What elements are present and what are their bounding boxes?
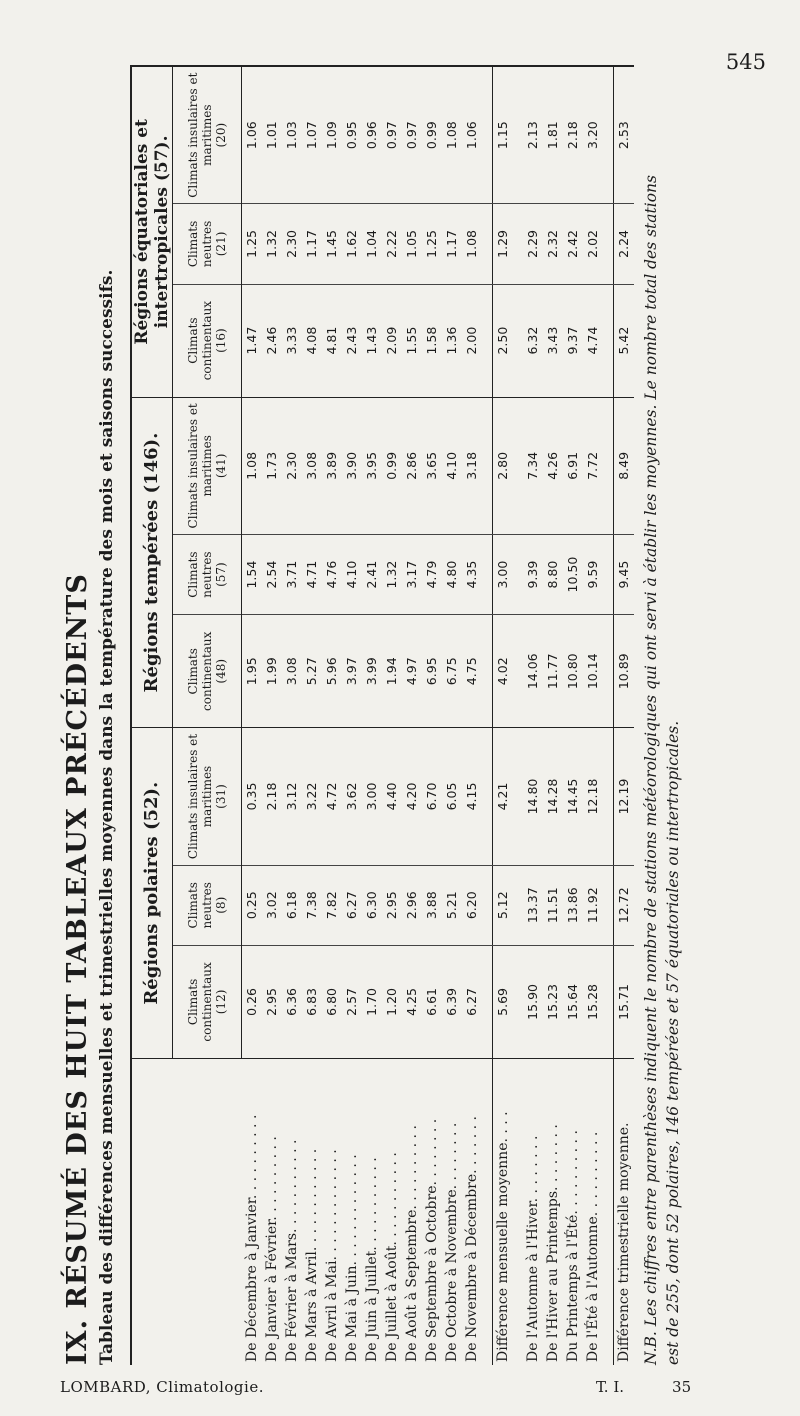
value-cell: 1.70 [362, 945, 382, 1058]
column-header-name: Climats neutres [186, 220, 214, 268]
value-cell: 2.42 [563, 204, 583, 284]
value-cell: 3.00 [362, 728, 382, 865]
row-label: Différence trimestrielle moyenne. [613, 1059, 634, 1366]
row-label: De l'Hiver au Printemps. . . . . . . . [544, 1124, 561, 1362]
value-cell: 5.69 [492, 945, 513, 1058]
folio-signature [596, 1378, 691, 1396]
row-label: De Novembre à Décembre. . . . . . . [463, 1116, 480, 1362]
value-cell: 2.54 [262, 535, 282, 615]
value-cell: 1.94 [382, 615, 402, 728]
footnote-nb-label: N.B. [642, 1331, 660, 1365]
value-cell: 1.06 [242, 66, 262, 204]
value-cell: 6.83 [302, 945, 322, 1058]
value-cell: 4.02 [492, 615, 513, 728]
spacer-cell [513, 615, 523, 728]
value-cell: 3.90 [342, 397, 362, 534]
value-cell: 6.39 [442, 945, 462, 1058]
value-cell: 13.86 [563, 865, 583, 945]
group-header-polar: Régions polaires (52). [131, 728, 173, 1059]
value-cell: 4.75 [462, 615, 482, 728]
spacer-cell [513, 1059, 523, 1366]
column-header-count: (12) [214, 989, 228, 1015]
value-cell: 2.50 [492, 284, 513, 397]
spacer-cell [513, 284, 523, 397]
folio-author: LOMBARD, Climatologie. [60, 1378, 264, 1396]
value-cell: 3.20 [583, 66, 603, 204]
value-cell: 1.95 [242, 615, 262, 728]
value-cell: 1.43 [362, 284, 382, 397]
column-header-name: Climats neutres [186, 882, 214, 929]
value-cell: 13.37 [523, 865, 543, 945]
value-cell: 3.62 [342, 728, 362, 865]
column-header-name: Climats insulaires et maritimes [186, 72, 214, 198]
value-cell: 1.06 [462, 66, 482, 204]
spacer-cell [603, 204, 614, 284]
value-cell: 1.47 [242, 284, 262, 397]
monthly-row [422, 66, 442, 1365]
value-cell: 2.46 [262, 284, 282, 397]
spacer-cell [482, 535, 493, 615]
value-cell: 7.34 [523, 397, 543, 534]
value-cell: 6.05 [442, 728, 462, 865]
value-cell: 6.27 [462, 945, 482, 1058]
monthly-row [402, 66, 422, 1365]
value-cell: 2.95 [382, 865, 402, 945]
value-cell: 4.71 [302, 535, 322, 615]
column-header-name: Climats insulaires et maritimes [186, 733, 214, 860]
value-cell: 12.72 [613, 865, 634, 945]
value-cell: 3.89 [322, 397, 342, 534]
column-header [173, 535, 242, 615]
value-cell: 1.81 [543, 66, 563, 204]
value-cell: 1.36 [442, 284, 462, 397]
value-cell: 4.79 [422, 535, 442, 615]
column-header-count: (20) [214, 122, 228, 148]
column-header [173, 945, 242, 1058]
spacer-cell [482, 284, 493, 397]
spacer-cell [482, 728, 493, 865]
value-cell: 1.73 [262, 397, 282, 534]
value-cell: 0.95 [342, 66, 362, 204]
value-cell: 5.96 [322, 615, 342, 728]
value-cell: 9.39 [523, 535, 543, 615]
value-cell: 11.77 [543, 615, 563, 728]
value-cell: 1.04 [362, 204, 382, 284]
value-cell: 1.54 [242, 535, 262, 615]
value-cell: 3.71 [282, 535, 302, 615]
row-label: De Juin à Juillet. . . . . . . . . . . [363, 1157, 380, 1362]
spacer-cell [603, 284, 614, 397]
folio-volume: T. I. [596, 1378, 625, 1396]
spacer-cell [603, 535, 614, 615]
column-header [173, 728, 242, 865]
value-cell: 2.29 [523, 204, 543, 284]
monthly-row [342, 66, 362, 1365]
value-cell: 1.08 [462, 204, 482, 284]
row-label: De Décembre à Janvier. . . . . . . . . . [243, 1114, 260, 1362]
value-cell: 4.76 [322, 535, 342, 615]
value-cell: 1.08 [442, 66, 462, 204]
value-cell: 3.33 [282, 284, 302, 397]
label-header-cell [131, 1059, 242, 1366]
footnote-line-2: est de 255, dont 52 polaires, 146 tempérées et 57 équatoriales ou intertropicales. [664, 720, 682, 1365]
value-cell: 3.95 [362, 397, 382, 534]
value-cell: 6.18 [282, 865, 302, 945]
group-header-equatorial: Régions équatoriales et intertropicales (57). [131, 66, 173, 397]
value-cell: 0.99 [422, 66, 442, 204]
value-cell: 9.37 [563, 284, 583, 397]
value-cell: 1.55 [402, 284, 422, 397]
monthly-row [462, 66, 482, 1365]
value-cell: 1.17 [302, 204, 322, 284]
column-header [173, 66, 242, 204]
value-cell: 4.81 [322, 284, 342, 397]
value-cell: 2.13 [523, 66, 543, 204]
seasonal-row [523, 66, 543, 1365]
column-header-count: (8) [214, 896, 228, 914]
spacer-cell [513, 865, 523, 945]
value-cell: 2.43 [342, 284, 362, 397]
value-cell: 3.18 [462, 397, 482, 534]
value-cell: 6.91 [563, 397, 583, 534]
footnote-text-1: Les chiffres entre parenthèses indiquent le nombre de stations météorologiques qui ont servi à établir les moyennes. Le nombre total des stations [642, 175, 660, 1327]
value-cell: 15.23 [543, 945, 563, 1058]
value-cell: 14.80 [523, 728, 543, 865]
value-cell: 3.99 [362, 615, 382, 728]
row-label: De l'Été à l'Automne. . . . . . . . . . [584, 1131, 601, 1362]
spacer-cell [603, 865, 614, 945]
value-cell: 4.40 [382, 728, 402, 865]
value-cell: 2.80 [492, 397, 513, 534]
value-cell: 1.05 [402, 204, 422, 284]
value-cell: 2.32 [543, 204, 563, 284]
footnote-line-1 [640, 65, 662, 1365]
value-cell: 1.08 [242, 397, 262, 534]
value-cell: 0.26 [242, 945, 262, 1058]
value-cell: 7.72 [583, 397, 603, 534]
value-cell: 1.25 [422, 204, 442, 284]
monthly-row [382, 66, 402, 1365]
value-cell: 14.28 [543, 728, 563, 865]
value-cell: 2.96 [402, 865, 422, 945]
row-label: De Octobre à Novembre. . . . . . . . [443, 1122, 460, 1362]
value-cell: 4.97 [402, 615, 422, 728]
value-cell: 14.45 [563, 728, 583, 865]
spacer-cell [513, 66, 523, 204]
value-cell: 11.92 [583, 865, 603, 945]
value-cell: 4.20 [402, 728, 422, 865]
row-label: De Janvier à Février. . . . . . . . . . [263, 1136, 280, 1362]
value-cell: 1.07 [302, 66, 322, 204]
value-cell: 1.17 [442, 204, 462, 284]
page-number: 545 [725, 50, 766, 74]
column-header-name: Climats neutres [186, 551, 214, 598]
value-cell: 3.02 [262, 865, 282, 945]
table-title [60, 65, 96, 1365]
monthly-mean-row [492, 66, 513, 1365]
spacer-cell [482, 945, 493, 1058]
row-label: De Février à Mars. . . . . . . . . . . [283, 1139, 300, 1362]
folio-sheet: 35 [672, 1378, 692, 1396]
value-cell: 1.25 [242, 204, 262, 284]
value-cell: 9.45 [613, 535, 634, 615]
value-cell: 14.06 [523, 615, 543, 728]
value-cell: 3.97 [342, 615, 362, 728]
value-cell: 2.18 [563, 66, 583, 204]
column-header [173, 204, 242, 284]
seasonal-mean-row [613, 66, 634, 1365]
value-cell: 4.21 [492, 728, 513, 865]
column-header-count: (16) [214, 328, 228, 353]
value-cell: 11.51 [543, 865, 563, 945]
value-cell: 4.25 [402, 945, 422, 1058]
spacer-cell [513, 728, 523, 865]
row-label: De Avril à Mai. . . . . . . . . . . . . [323, 1149, 340, 1362]
spacer-cell [603, 397, 614, 534]
spacer-cell [482, 1059, 493, 1366]
value-cell: 6.27 [342, 865, 362, 945]
table-subtitle: Tableau des différences mensuelles et trimestrielles moyennes dans la température des mois et saisons successifs. [97, 269, 117, 1365]
value-cell: 3.12 [282, 728, 302, 865]
column-header [173, 284, 242, 397]
value-cell: 1.09 [322, 66, 342, 204]
value-cell: 4.10 [342, 535, 362, 615]
value-cell: 8.80 [543, 535, 563, 615]
value-cell: 4.74 [583, 284, 603, 397]
group-header-temperate: Régions tempérées (146). [131, 397, 173, 728]
column-header [173, 397, 242, 534]
value-cell: 1.32 [262, 204, 282, 284]
monthly-row [362, 66, 382, 1365]
monthly-row [262, 66, 282, 1365]
value-cell: 6.61 [422, 945, 442, 1058]
column-header-count: (41) [214, 453, 228, 479]
value-cell: 4.35 [462, 535, 482, 615]
row-label: De l'Automne à l'Hiver. . . . . . . . [524, 1135, 541, 1362]
column-header [173, 615, 242, 728]
value-cell: 1.45 [322, 204, 342, 284]
column-header-count: (57) [214, 562, 228, 587]
column-header-name: Climats continentaux [186, 962, 214, 1042]
value-cell: 3.08 [282, 615, 302, 728]
value-cell: 10.80 [563, 615, 583, 728]
value-cell: 2.09 [382, 284, 402, 397]
row-label: Différence mensuelle moyenne. . . . [492, 1059, 513, 1366]
value-cell: 3.65 [422, 397, 442, 534]
value-cell: 0.97 [402, 66, 422, 204]
column-header-name: Climats continentaux [186, 300, 214, 381]
title-prefix: IX. [62, 1308, 93, 1365]
column-header-count: (21) [214, 231, 228, 257]
value-cell: 12.18 [583, 728, 603, 865]
value-cell: 10.14 [583, 615, 603, 728]
row-label: Du Printemps à l'Été. . . . . . . . . . [564, 1130, 581, 1362]
spacer-cell [482, 204, 493, 284]
spacer-cell [482, 615, 493, 728]
value-cell: 9.59 [583, 535, 603, 615]
seasonal-row [583, 66, 603, 1365]
column-header-count: (48) [214, 658, 228, 684]
value-cell: 6.75 [442, 615, 462, 728]
spacer-cell [513, 397, 523, 534]
value-cell: 3.22 [302, 728, 322, 865]
value-cell: 3.88 [422, 865, 442, 945]
value-cell: 6.32 [523, 284, 543, 397]
value-cell: 6.70 [422, 728, 442, 865]
column-header [173, 865, 242, 945]
value-cell: 2.53 [613, 66, 634, 204]
column-header-name: Climats insulaires et maritimes [186, 403, 214, 529]
value-cell: 2.30 [282, 397, 302, 534]
value-cell: 1.58 [422, 284, 442, 397]
value-cell: 5.12 [492, 865, 513, 945]
value-cell: 5.21 [442, 865, 462, 945]
value-cell: 8.49 [613, 397, 634, 534]
footnote [640, 65, 684, 1365]
value-cell: 2.24 [613, 204, 634, 284]
value-cell: 12.19 [613, 728, 634, 865]
seasonal-row [563, 66, 583, 1365]
row-label: De Mars à Avril. . . . . . . . . . . . [303, 1148, 320, 1362]
spacer-cell [482, 865, 493, 945]
value-cell: 1.01 [262, 66, 282, 204]
value-cell: 2.86 [402, 397, 422, 534]
monthly-row [302, 66, 322, 1365]
value-cell: 5.42 [613, 284, 634, 397]
value-cell: 6.30 [362, 865, 382, 945]
value-cell: 2.02 [583, 204, 603, 284]
value-cell: 5.27 [302, 615, 322, 728]
value-cell: 4.80 [442, 535, 462, 615]
value-cell: 6.95 [422, 615, 442, 728]
value-cell: 3.17 [402, 535, 422, 615]
spacer-row [513, 66, 523, 1365]
value-cell: 0.97 [382, 66, 402, 204]
value-cell: 2.00 [462, 284, 482, 397]
value-cell: 2.57 [342, 945, 362, 1058]
value-cell: 1.99 [262, 615, 282, 728]
value-cell: 0.96 [362, 66, 382, 204]
value-cell: 4.26 [543, 397, 563, 534]
column-header-count: (31) [214, 784, 228, 809]
value-cell: 2.95 [262, 945, 282, 1058]
value-cell: 3.43 [543, 284, 563, 397]
value-cell: 4.15 [462, 728, 482, 865]
value-cell: 0.35 [242, 728, 262, 865]
value-cell: 1.32 [382, 535, 402, 615]
spacer-cell [513, 204, 523, 284]
monthly-row [242, 66, 262, 1365]
spacer-cell [513, 945, 523, 1058]
value-cell: 10.50 [563, 535, 583, 615]
value-cell: 10.89 [613, 615, 634, 728]
monthly-row [282, 66, 302, 1365]
value-cell: 1.03 [282, 66, 302, 204]
title-main: RÉSUMÉ DES HUIT TABLEAUX PRÉCÉDENTS [62, 573, 93, 1309]
spacer-cell [603, 945, 614, 1058]
value-cell: 15.28 [583, 945, 603, 1058]
row-label: De Août à Septembre. . . . . . . . . . [403, 1125, 420, 1362]
differences-table [130, 65, 634, 1365]
value-cell: 2.18 [262, 728, 282, 865]
spacer-cell [603, 1059, 614, 1366]
value-cell: 1.62 [342, 204, 362, 284]
monthly-row [322, 66, 342, 1365]
value-cell: 15.64 [563, 945, 583, 1058]
row-label: De Juillet à Août. . . . . . . . . . . [383, 1152, 400, 1362]
value-cell: 3.00 [492, 535, 513, 615]
value-cell: 2.22 [382, 204, 402, 284]
value-cell: 0.99 [382, 397, 402, 534]
monthly-row [442, 66, 462, 1365]
value-cell: 1.15 [492, 66, 513, 204]
table-body [242, 66, 634, 1365]
spacer-cell [603, 615, 614, 728]
value-cell: 15.90 [523, 945, 543, 1058]
column-header-name: Climats continentaux [186, 631, 214, 711]
value-cell: 6.36 [282, 945, 302, 1058]
value-cell: 2.30 [282, 204, 302, 284]
value-cell: 1.29 [492, 204, 513, 284]
value-cell: 4.08 [302, 284, 322, 397]
spacer-cell [482, 397, 493, 534]
row-label: De Mai à Juin. . . . . . . . . . . . . [343, 1154, 360, 1362]
value-cell: 15.71 [613, 945, 634, 1058]
value-cell: 2.41 [362, 535, 382, 615]
value-cell: 4.72 [322, 728, 342, 865]
value-cell: 6.20 [462, 865, 482, 945]
value-cell: 4.10 [442, 397, 462, 534]
spacer-row [603, 66, 614, 1365]
spacer-cell [482, 66, 493, 204]
value-cell: 6.80 [322, 945, 342, 1058]
row-label: De Septembre à Octobre. . . . . . . . [423, 1118, 440, 1362]
spacer-row [482, 66, 493, 1365]
value-cell: 3.08 [302, 397, 322, 534]
value-cell: 1.20 [382, 945, 402, 1058]
seasonal-row [543, 66, 563, 1365]
spacer-cell [603, 728, 614, 865]
value-cell: 0.25 [242, 865, 262, 945]
spacer-cell [513, 535, 523, 615]
value-cell: 7.38 [302, 865, 322, 945]
rotated-table-page [60, 65, 720, 1365]
spacer-cell [603, 66, 614, 204]
value-cell: 7.82 [322, 865, 342, 945]
